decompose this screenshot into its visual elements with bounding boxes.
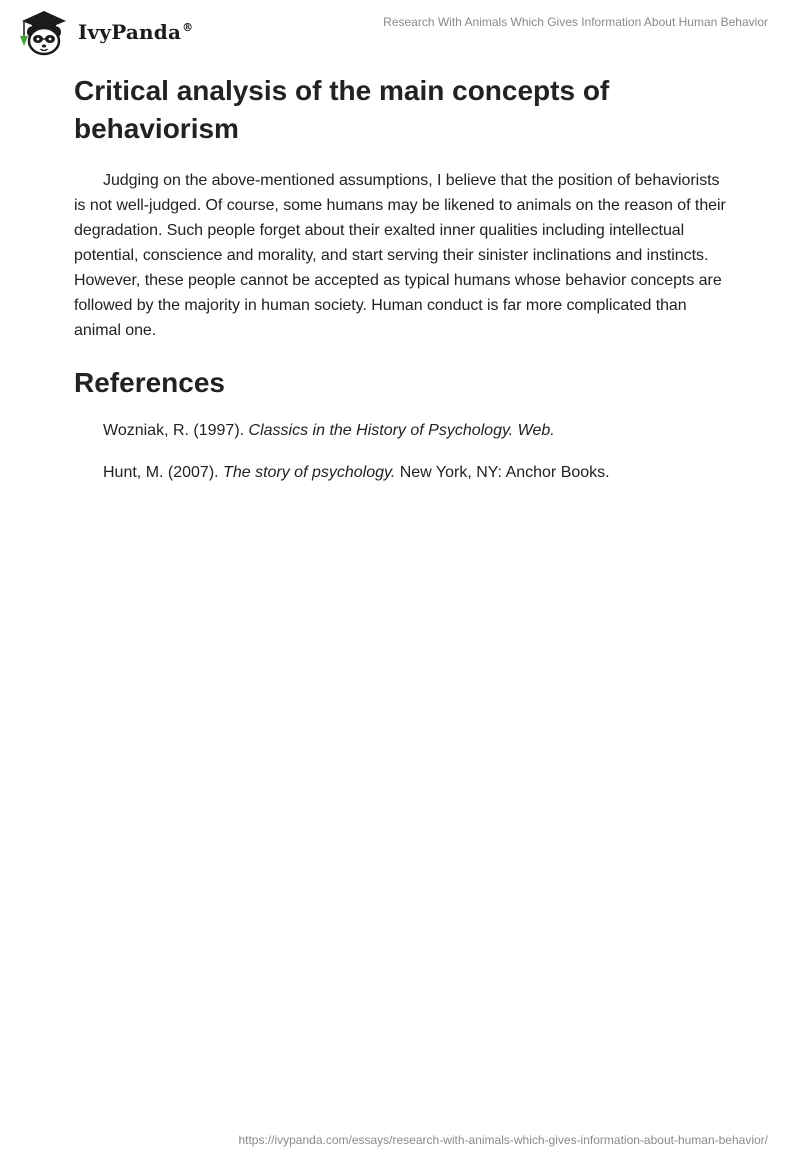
references-heading: References xyxy=(74,367,225,398)
running-title: Research With Animals Which Gives Information About Human Behavior xyxy=(383,15,768,29)
logo-wordmark: IvyPanda® xyxy=(78,20,194,44)
reference-title: Classics in the History of Psychology. Web. xyxy=(248,422,555,439)
registered-mark: ® xyxy=(182,21,194,35)
page-header xyxy=(0,0,800,64)
article-body xyxy=(74,72,728,485)
tassel-icon xyxy=(20,36,28,46)
reference-title: The story of psychology. xyxy=(223,464,396,481)
reference-item: Wozniak, R. (1997). Classics in the History of Psychology. Web. xyxy=(103,422,555,439)
source-url[interactable]: https://ivypanda.com/essays/research-with-animals-which-gives-information-about-human-behavior/ xyxy=(238,1133,768,1147)
ivypanda-logo[interactable] xyxy=(14,8,193,56)
panda-mascot-icon xyxy=(14,8,74,56)
section-heading: Critical analysis of the main concepts of behaviorism xyxy=(74,75,610,144)
reference-item: Hunt, M. (2007). The story of psychology. New York, NY: Anchor Books. xyxy=(103,464,610,481)
body-paragraph: Judging on the above-mentioned assumptions, I believe that the position of behaviorists is not well-judged. Of course, some humans may be likened to animals on the reason of their degradation. Such people forget about their exalted inner qualities including intellectual potential, conscience and morality, and start serving their sinister inclinations and instincts. However, these people cannot be accepted as typical humans whose behavior concepts are followed by the majority in human society. Human conduct is far more complicated than animal one. xyxy=(74,172,726,339)
